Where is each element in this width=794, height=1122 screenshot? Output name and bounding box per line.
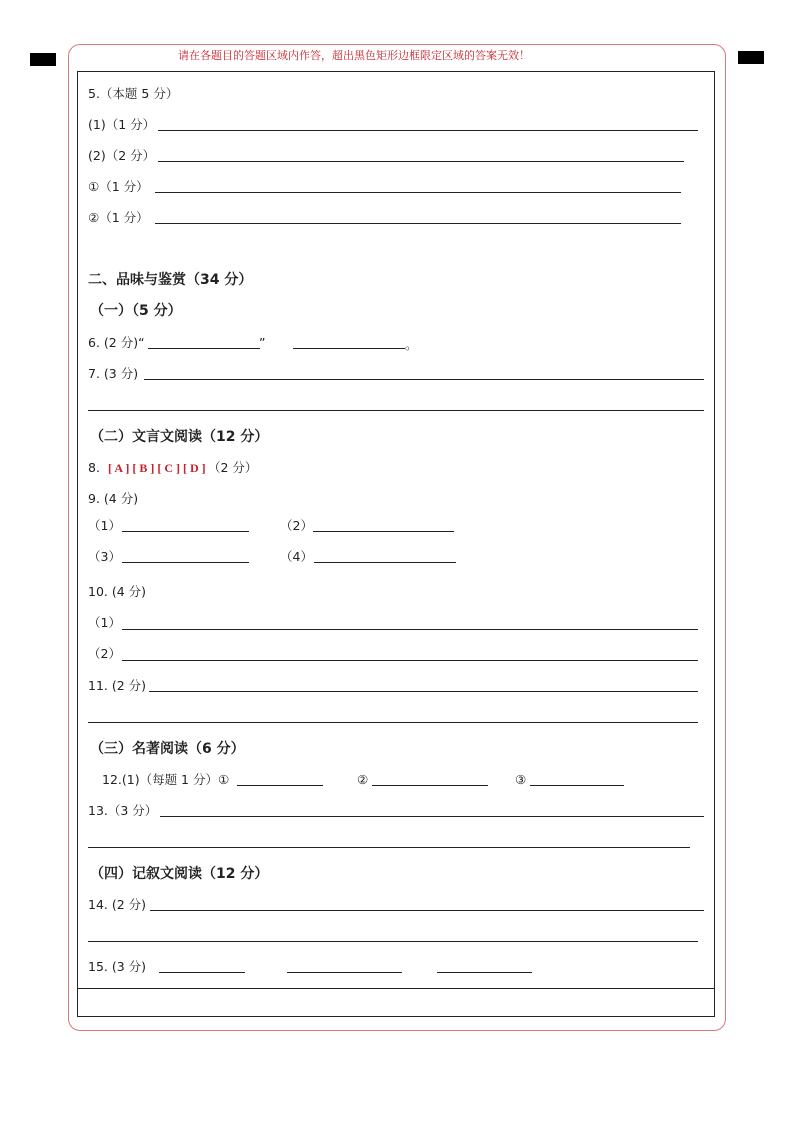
- q15-answer-line-3[interactable]: [437, 972, 532, 973]
- q10-sub1-answer-line[interactable]: [122, 629, 698, 630]
- q14-label: 14. (2 分): [88, 897, 147, 912]
- q12-choice2-answer-line[interactable]: [372, 785, 488, 786]
- q9-label: 9. (4 分): [88, 491, 139, 506]
- q9-sub1-answer-line[interactable]: [122, 531, 249, 532]
- q12-label: 12.(1)（每题 1 分）①: [102, 772, 230, 787]
- q5-circle2-answer-line[interactable]: [155, 223, 681, 224]
- part4-title: （四）记叙文阅读（12 分）: [90, 866, 269, 882]
- q10-label: 10. (4 分): [88, 584, 147, 599]
- q11-label: 11. (2 分): [88, 678, 147, 693]
- q13-answer-line-1[interactable]: [160, 816, 704, 817]
- q6-quote-close: ”: [259, 335, 266, 350]
- q5-circle1-answer-line[interactable]: [155, 192, 681, 193]
- position-mark-left: [30, 53, 56, 66]
- q6-answer-line-2[interactable]: [293, 348, 405, 349]
- q13-answer-line-2[interactable]: [88, 847, 690, 848]
- q11-answer-line-1[interactable]: [149, 691, 698, 692]
- part1-title: （一）（5 分）: [90, 303, 182, 319]
- q9-sub2-label: （2）: [280, 518, 313, 533]
- q5-part2-label: (2)（2 分）: [88, 148, 156, 163]
- q14-answer-line-2[interactable]: [88, 941, 698, 942]
- q7-answer-line-2[interactable]: [88, 410, 704, 411]
- q13-label: 13.（3 分）: [88, 803, 158, 818]
- q15-answer-line-1[interactable]: [159, 972, 245, 973]
- q7-answer-line-1[interactable]: [144, 379, 704, 380]
- q12-choice2-label: ②: [357, 772, 369, 787]
- part3-title: （三）名著阅读（6 分）: [90, 741, 245, 757]
- q12-choice1-answer-line[interactable]: [237, 785, 323, 786]
- q9-sub3-answer-line[interactable]: [122, 562, 249, 563]
- q5-circle2-label: ②（1 分）: [88, 210, 149, 225]
- q9-sub4-label: （4）: [280, 549, 313, 564]
- q5-part1-answer-line[interactable]: [158, 130, 698, 131]
- q9-sub1-label: （1）: [88, 518, 121, 533]
- q8-options[interactable]: [ A ] [ B ] [ C ] [ D ]: [108, 461, 206, 475]
- q6-label: 6. (2 分)“: [88, 335, 145, 350]
- part2-title: （二）文言文阅读（12 分）: [90, 429, 269, 445]
- q12-choice3-label: ③: [515, 772, 527, 787]
- position-mark-right: [738, 51, 764, 64]
- warning-text: 请在各题目的答题区域内作答，超出黑色矩形边框限定区域的答案无效！: [178, 49, 530, 62]
- q9-sub3-label: （3）: [88, 549, 121, 564]
- q5-part2-answer-line[interactable]: [158, 161, 684, 162]
- q15-answer-line-2[interactable]: [287, 972, 402, 973]
- q9-sub2-answer-line[interactable]: [313, 531, 454, 532]
- q14-answer-line-1[interactable]: [150, 910, 704, 911]
- q9-sub4-answer-line[interactable]: [314, 562, 456, 563]
- q8-score: （2 分）: [208, 460, 258, 475]
- q15-label: 15. (3 分): [88, 959, 147, 974]
- q12-choice3-answer-line[interactable]: [530, 785, 624, 786]
- q5-part1-label: (1)（1 分）: [88, 117, 156, 132]
- q10-sub2-label: （2）: [88, 646, 121, 661]
- q6-answer-line-1[interactable]: [148, 348, 260, 349]
- bottom-divider: [78, 988, 714, 989]
- q10-sub1-label: （1）: [88, 615, 121, 630]
- q5-circle1-label: ①（1 分）: [88, 179, 149, 194]
- q10-sub2-answer-line[interactable]: [122, 660, 698, 661]
- q11-answer-line-2[interactable]: [88, 722, 698, 723]
- section2-title: 二、品味与鉴赏（34 分）: [88, 272, 253, 288]
- q8-label: 8.: [88, 460, 100, 475]
- q7-label: 7. (3 分): [88, 366, 139, 381]
- q6-end: 。: [405, 337, 418, 352]
- q5-label: 5.（本题 5 分）: [88, 86, 179, 101]
